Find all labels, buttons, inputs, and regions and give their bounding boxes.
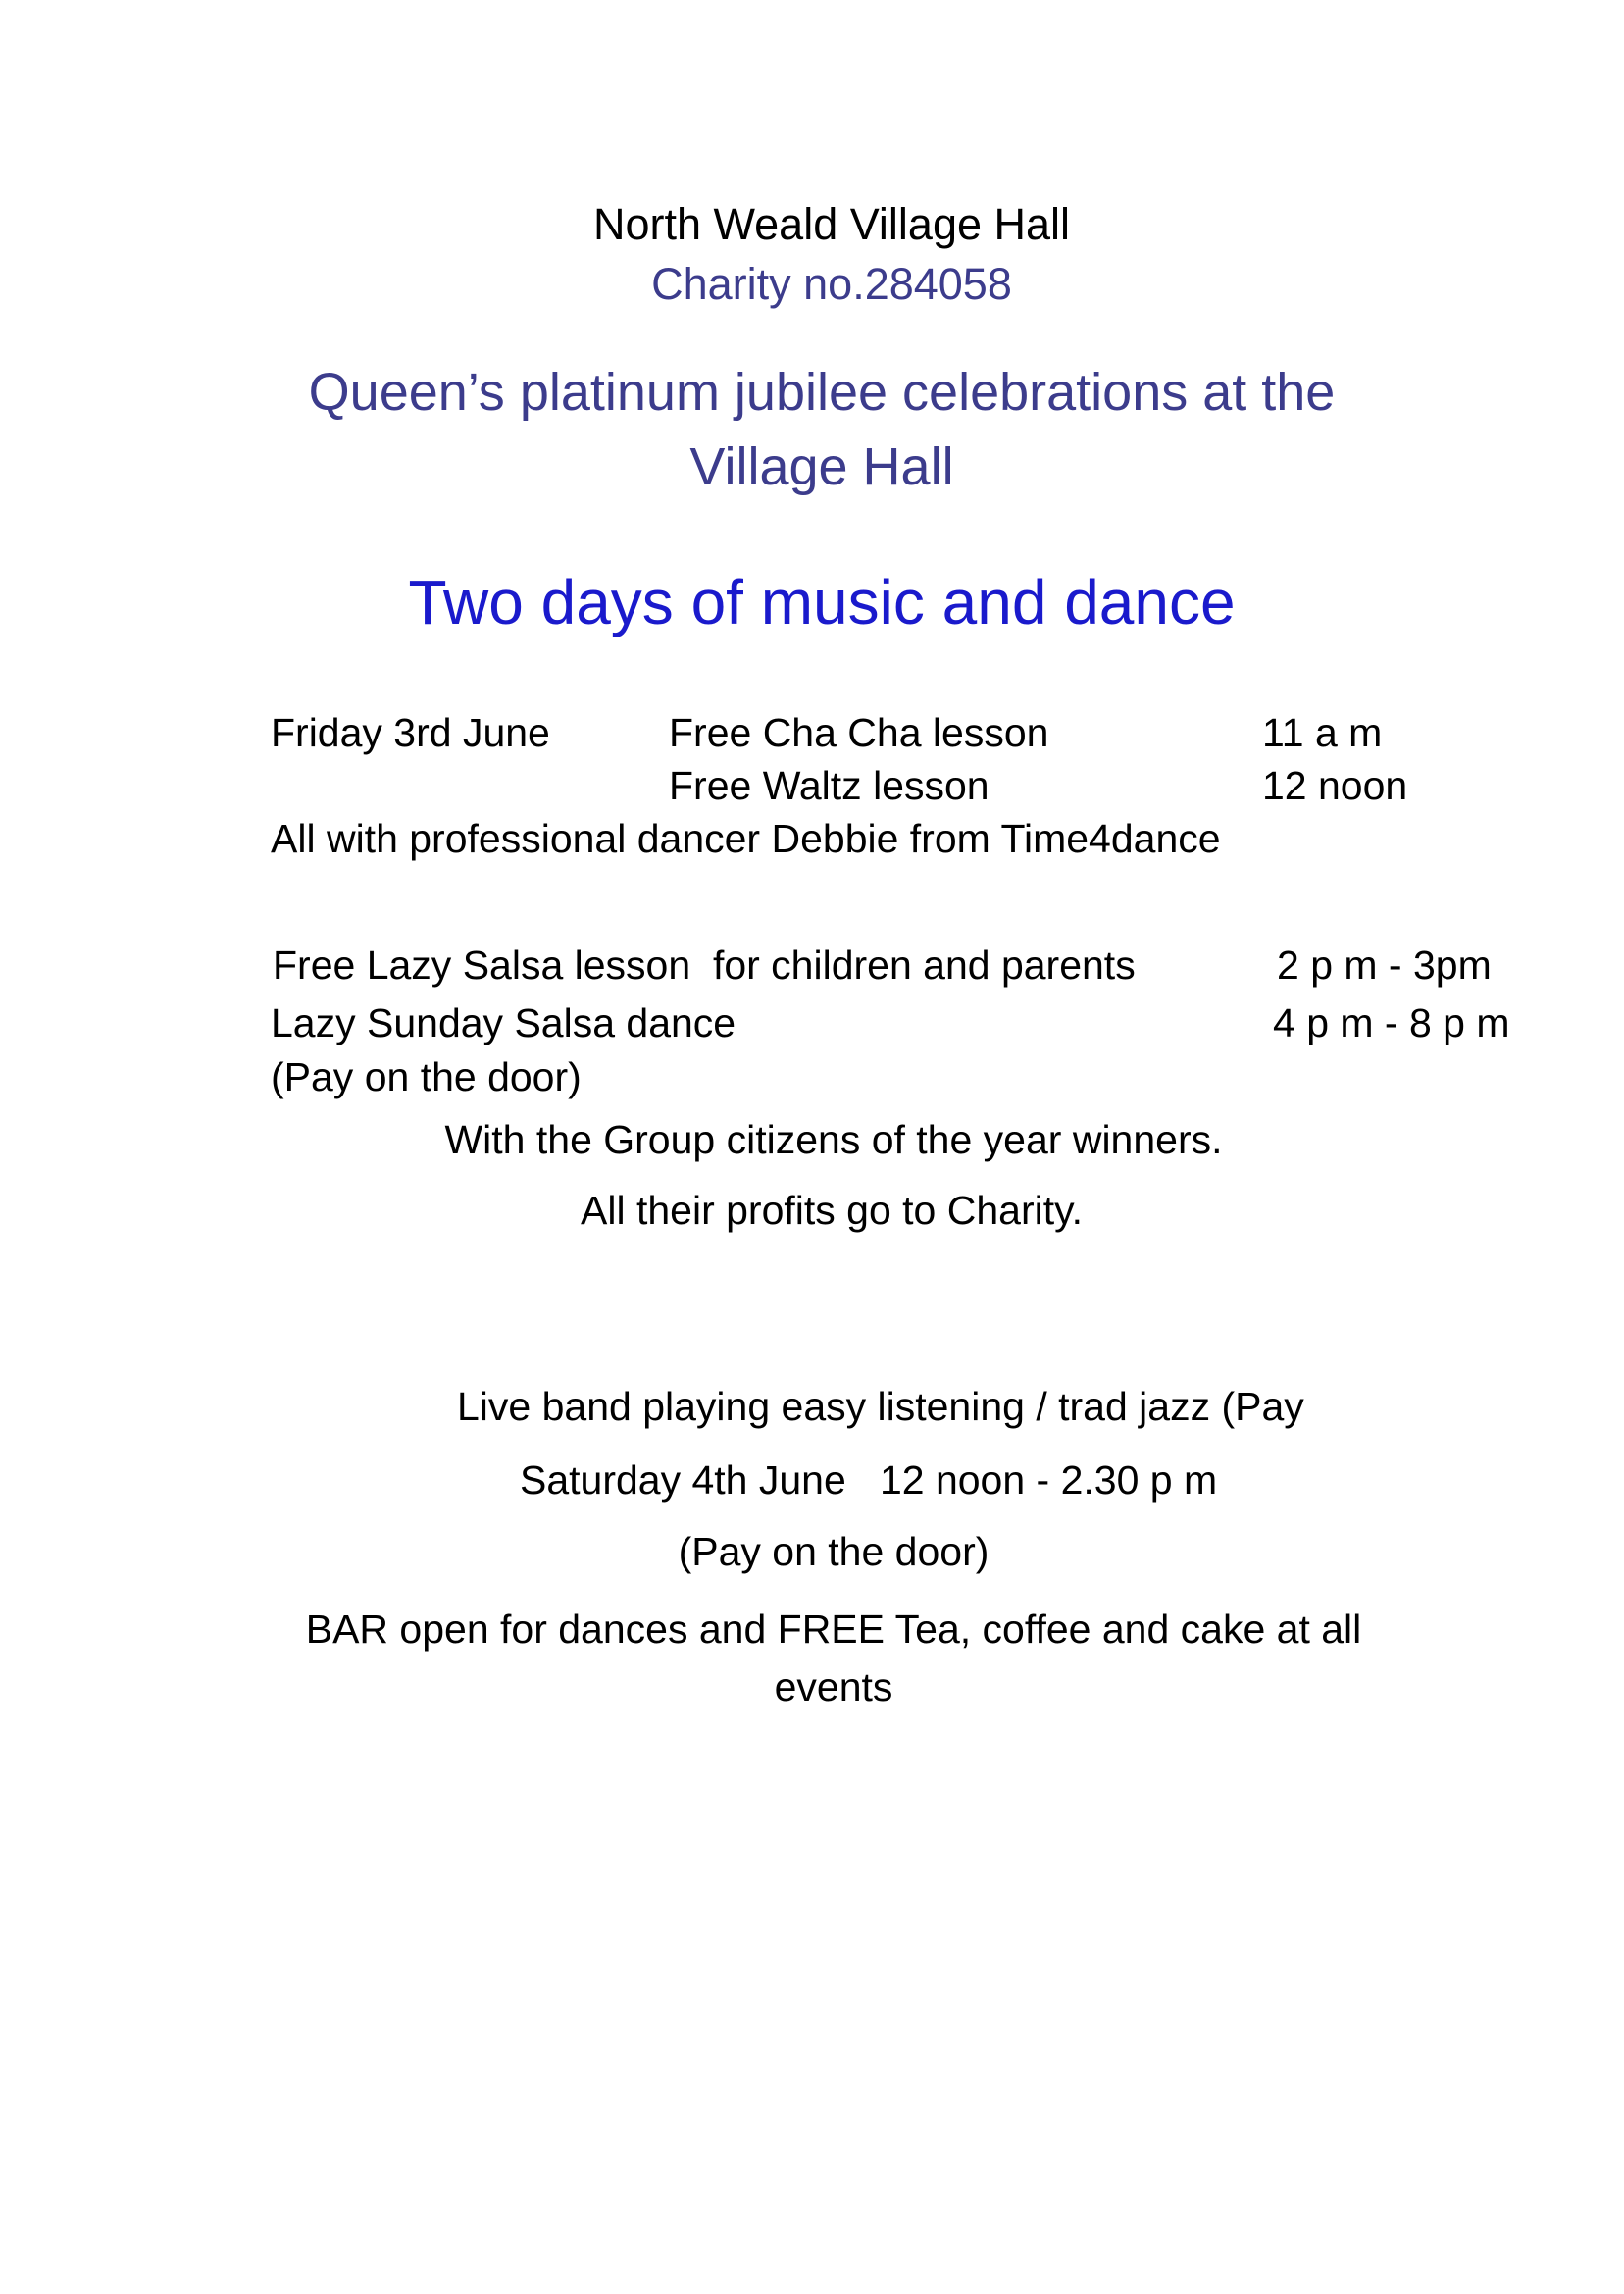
group-note: With the Group citizens of the year winners. [444,1117,1223,1162]
waltz-time: 12 noon [1262,763,1408,808]
cha-cha-time: 11 a m [1262,710,1383,755]
headline-line-2: Village Hall [689,437,954,496]
tagline: Two days of music and dance [408,567,1236,637]
cha-cha-lesson: Free Cha Cha lesson [669,710,1049,755]
hall-name: North Weald Village Hall [592,199,1071,249]
saturday-payment-note: (Pay on the door) [678,1529,990,1574]
salsa-dance: Lazy Sunday Salsa dance [271,1000,736,1045]
friday-day: Friday 3rd June [271,710,550,755]
saturday-date-time: Saturday 4th June 12 noon - 2.30 p m [520,1457,1218,1503]
profits-note: All their profits go to Charity. [581,1188,1083,1233]
waltz-lesson: Free Waltz lesson [669,763,990,808]
charity-number: Charity no.284058 [651,259,1012,309]
salsa-lesson: Free Lazy Salsa lesson for children and parents [273,943,1136,988]
salsa-dance-time: 4 p m - 8 p m [1273,1000,1510,1045]
headline-line-1: Queen’s platinum jubilee celebrations at the [308,363,1336,422]
salsa-lesson-time: 2 p m - 3pm [1277,943,1492,988]
bar-note-line-2: events [774,1664,893,1709]
salsa-payment-note: (Pay on the door) [271,1054,582,1099]
instructor-note: All with professional dancer Debbie from Time4dance [271,816,1221,861]
bar-note-line-1: BAR open for dances and FREE Tea, coffee and cake at all [305,1606,1362,1652]
band-note: Live band playing easy listening / trad jazz (Pay [457,1384,1304,1429]
